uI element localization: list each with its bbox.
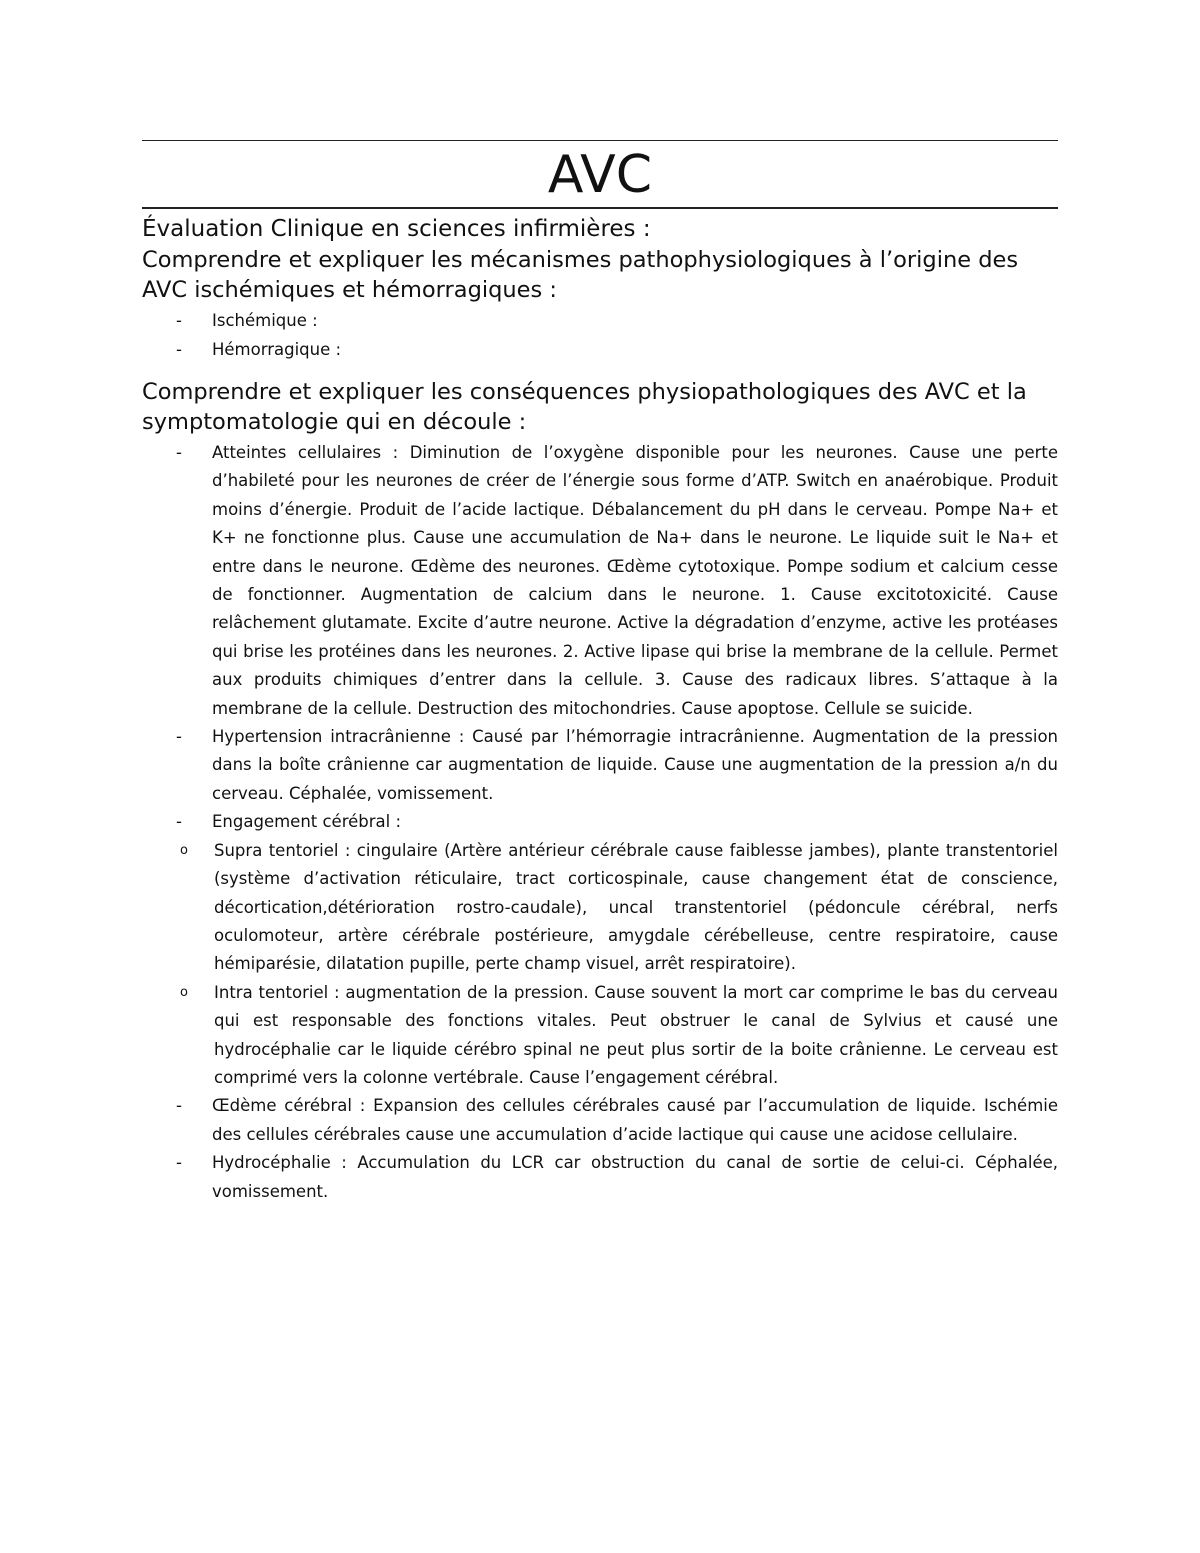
list-item: [142, 808, 1058, 836]
dash-bullet: -: [176, 340, 182, 359]
dash-bullet: -: [176, 1096, 182, 1116]
list-item: [142, 439, 1058, 723]
list-item-text: Atteintes cellulaires : Diminution de l’oxygène disponible pour les neurones. Cause une perte d’habileté pour les neurones de créer de l’énergie sous forme d’ATP. Switch en anaérobique. Produit moins d’énergie. Produit de l’acide lactique. Débalancement du pH dans le cerveau. Pompe Na+ et K+ ne fonctionne plus. Cause une accumulation de Na+ dans le neurone. Le liquide suit le Na+ et entre dans le neurone. Œdème des neurones. Œdème cytotoxique. Pompe sodium et calcium cesse de fonctionner. Augmentation de calcium dans le neurone. 1. Cause excitotoxicité. Cause relâchement glutamate. Excite d’autre neurone. Active la dégradation d’enzyme, active les protéases qui brise les protéines dans les neurones. 2. Active lipase qui brise la membrane de la cellule. Permet aux produits chimiques d’entrer dans la cellule. 3. Cause des radicaux libres. S’attaque à la membrane de la cellule. Destruction des mitochondries. Cause apoptose. Cellule se suicide.: [212, 443, 1058, 718]
circle-bullet: o: [180, 842, 188, 858]
sublist-item-text: Intra tentoriel : augmentation de la pression. Cause souvent la mort car comprime le bas du cerveau qui est responsable des fonctions vitales. Peut obstruer le canal de Sylvius et causé une hydrocéphalie car le liquide cérébro spinal ne peut plus sortir de la boite crânienne. Le cerveau est comprimé vers la colonne vertébrale. Cause l’engagement cérébral.: [214, 982, 1058, 1087]
list-item: [142, 336, 1058, 365]
list-item: [142, 1092, 1058, 1149]
sublist-item: [142, 979, 1058, 1093]
dash-bullet: -: [176, 443, 182, 462]
dash-bullet: -: [176, 1153, 182, 1173]
engagement-sublist: [142, 837, 1058, 1093]
list-item-text: Œdème cérébral : Expansion des cellules cérébrales causé par l’accumulation de liquide. Ischémie des cellules cérébrales cause une accumulation d’acide lactique qui cause une acidose cellulaire.: [212, 1096, 1058, 1144]
list-item-text: Hypertension intracrânienne : Causé par l’hémorragie intracrânienne. Augmentation de la pression dans la boîte crânienne car augmentation de liquide. Cause une augmentation de la pression a/n du cerveau. Céphalée, vomissement.: [212, 727, 1058, 803]
dash-bullet: -: [176, 812, 182, 832]
list-item-text: Ischémique :: [212, 311, 318, 330]
list-item: [142, 307, 1058, 336]
section-heading-consequences: Comprendre et expliquer les conséquences physiopathologiques des AVC et la symptomatologie qui en découle :: [142, 379, 1027, 435]
list-item: [142, 1149, 1058, 1206]
sublist-item: [142, 837, 1058, 979]
dash-bullet: -: [176, 311, 182, 330]
consequences-list: [142, 439, 1058, 837]
circle-bullet: o: [180, 984, 188, 1000]
document-subtitle: Évaluation Clinique en sciences infirmières :: [142, 216, 651, 242]
consequences-list-continued: [142, 1092, 1058, 1206]
sublist-item-text: Supra tentoriel : cingulaire (Artère antérieur cérébrale cause faiblesse jambes), plante transtentoriel (système d’activation réticulaire, tract corticospinale, cause changement état de conscience, décortication,détérioration rostro-caudale), uncal transtentoriel (pédoncule cérébral, nerfs oculomoteur, artère cérébrale postérieure, amygdale cérébelleuse, centre respiratoire, cause hémiparésie, dilatation pupille, perte champ visuel, arrêt respiratoire).: [214, 840, 1058, 974]
list-item-text: Hydrocéphalie : Accumulation du LCR car obstruction du canal de sortie de celui-ci. Céphalée, vomissement.: [212, 1153, 1058, 1201]
document-title: AVC: [547, 145, 653, 205]
title-bottom-rule: [142, 207, 1058, 209]
section-heading-mechanisms: Comprendre et expliquer les mécanismes pathophysiologiques à l’origine des AVC ischémiques et hémorragiques :: [142, 247, 1019, 303]
list-item-text: Engagement cérébral :: [212, 812, 402, 832]
list-item-text: Hémorragique :: [212, 340, 342, 359]
dash-bullet: -: [176, 727, 182, 747]
document-page: [142, 140, 1058, 1206]
mechanisms-list: [142, 307, 1058, 365]
list-item: [142, 723, 1058, 808]
